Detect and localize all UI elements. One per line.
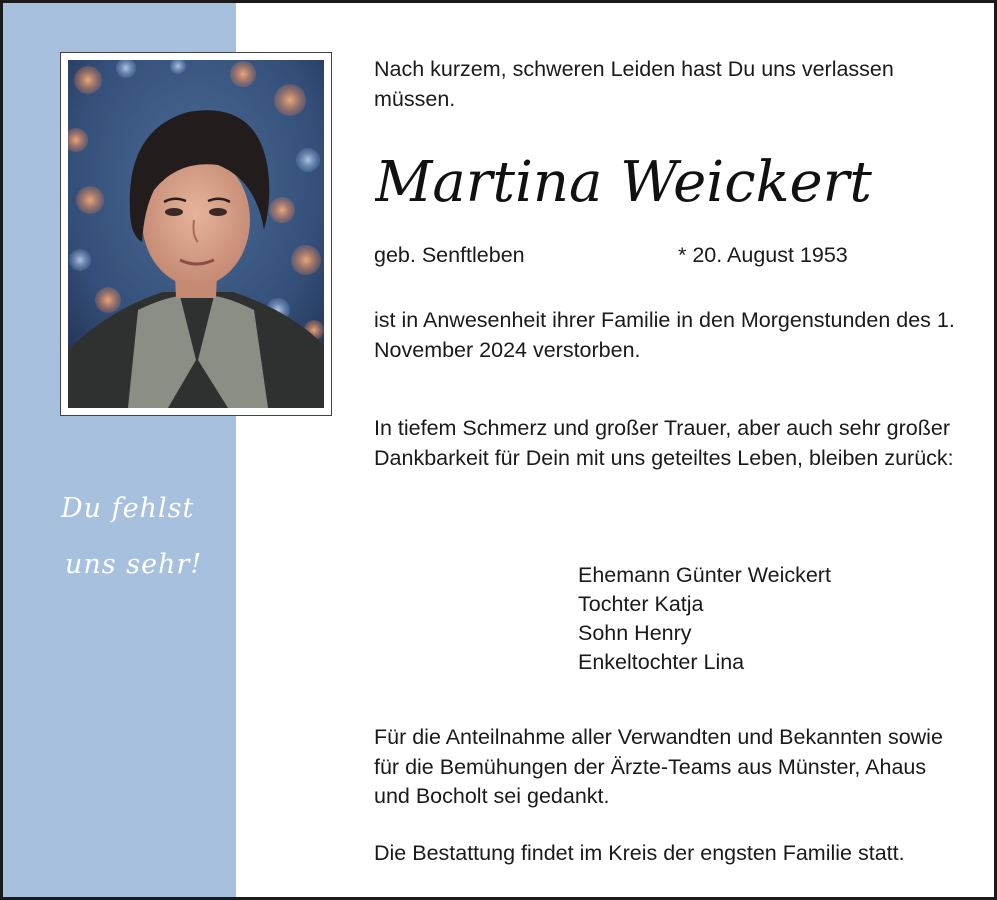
thanks-text: Für die Anteilnahme aller Verwandten und Bekannten sowie für die Bemühungen der Ärzte-Teams aus Münster, Ahaus und Bocholt sei gedankt. <box>374 725 943 808</box>
sidebar-quote <box>61 481 221 593</box>
deceased-name-text: Martina Weickert <box>375 150 872 215</box>
intro-text: Nach kurzem, schweren Leiden hast Du uns verlassen müssen. <box>374 57 894 111</box>
quote-line-2: uns sehr! <box>65 549 203 580</box>
family-member: Ehemann Günter Weickert <box>578 563 831 587</box>
family-member: Tochter Katja <box>578 592 704 616</box>
portrait-photo <box>68 60 324 408</box>
funeral-text: Die Bestattung findet im Kreis der engsten Familie statt. <box>374 841 905 865</box>
family-member: Sohn Henry <box>578 621 692 645</box>
quote-line-1: Du fehlst <box>61 493 195 524</box>
birth-info <box>374 243 894 268</box>
deceased-name <box>375 141 935 231</box>
birth-name: geb. Senftleben <box>374 243 525 267</box>
family-member: Enkeltochter Lina <box>578 650 745 674</box>
mourning-text: In tiefem Schmerz und großer Trauer, aber auch sehr großer Dankbarkeit für Dein mit uns geteiltes Leben, bleiben zurück: <box>374 416 954 470</box>
family-list <box>578 561 831 677</box>
death-notice: ist in Anwesenheit ihrer Familie in den Morgenstunden des 1. November 2024 verstorben. <box>374 308 955 362</box>
birth-date: * 20. August 1953 <box>678 243 848 267</box>
portrait-frame <box>60 52 332 416</box>
